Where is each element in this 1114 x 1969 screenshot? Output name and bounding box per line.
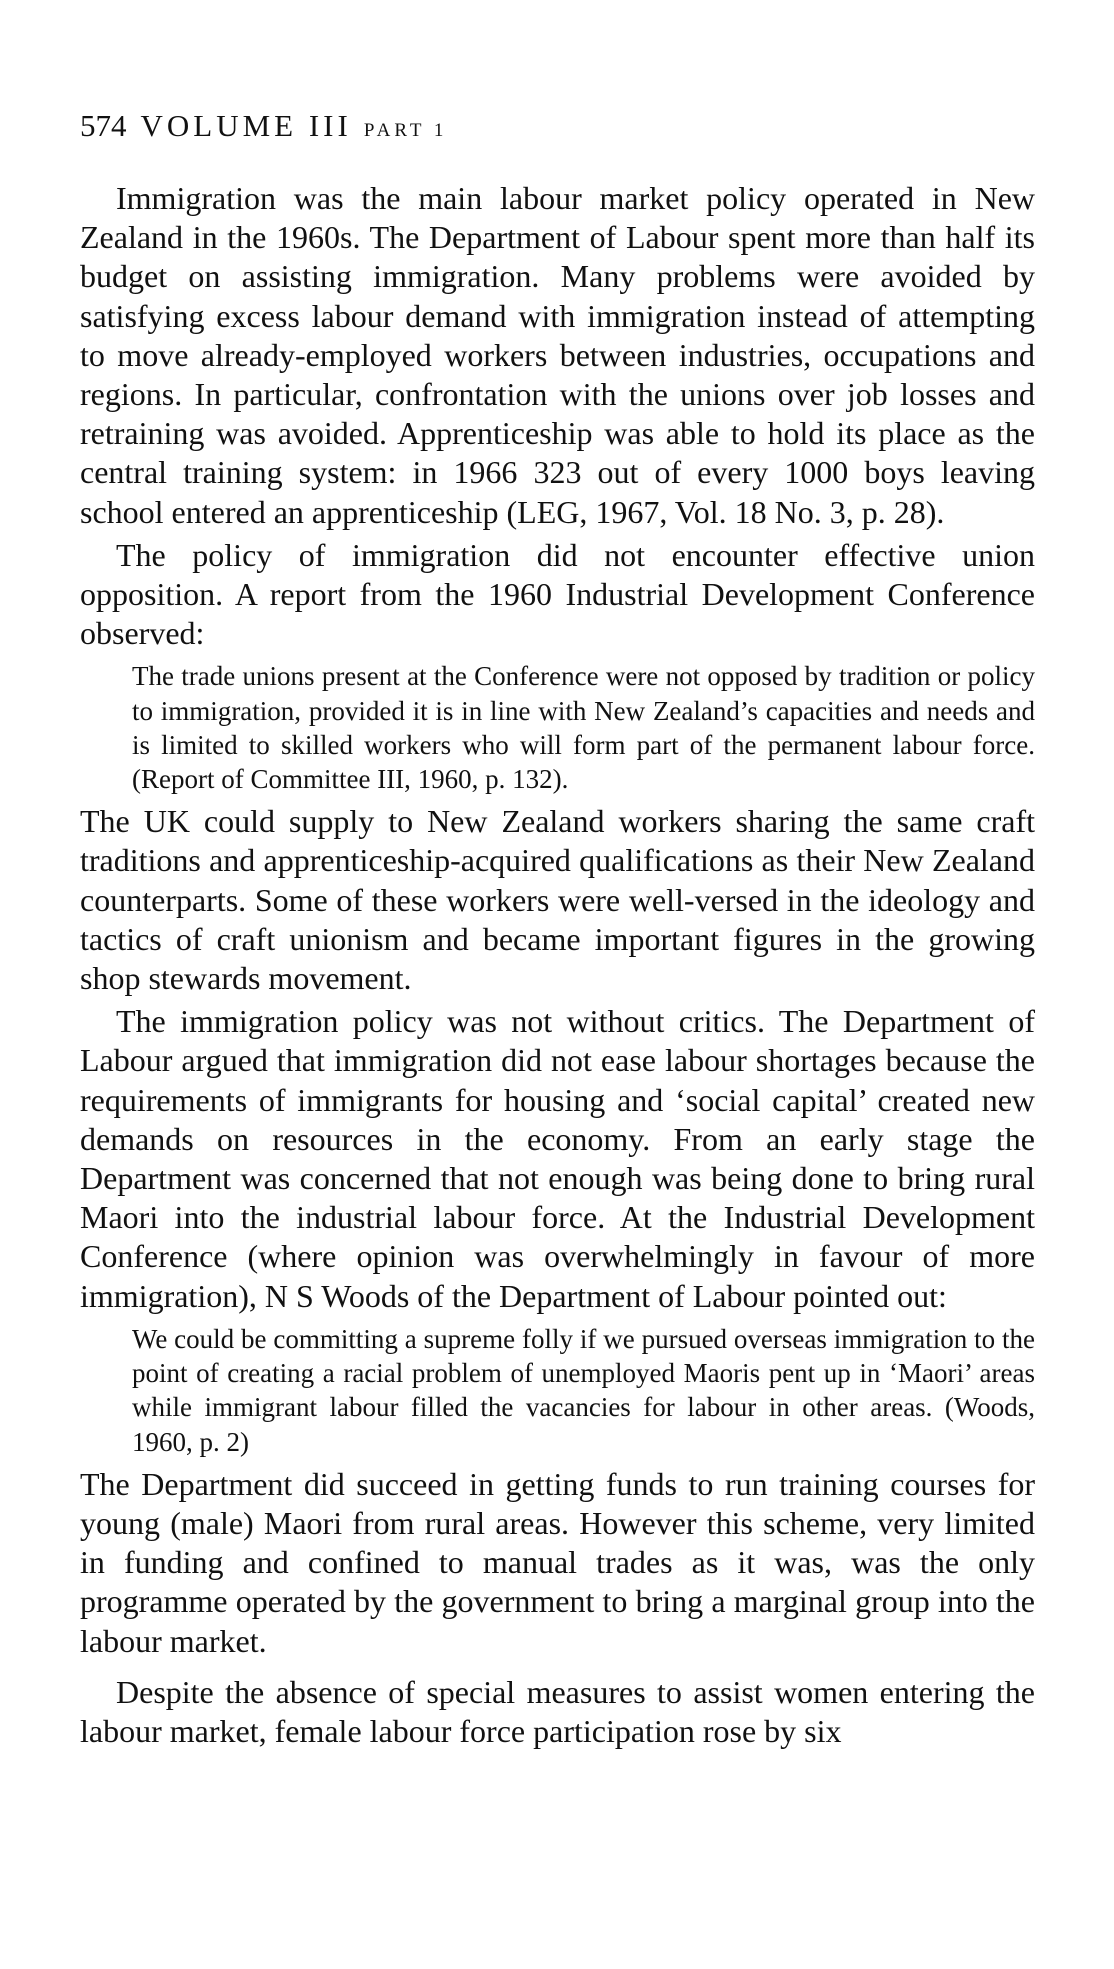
page-number: 574 — [80, 108, 127, 143]
body-paragraph: The Department did succeed in getting funds to run training courses for young (male) Maori from rural areas. However this scheme, very limited in funding and confined to manual trades as it was, was the only programme operated by the government to bring a marginal group into the labour market. — [80, 1465, 1035, 1659]
body-paragraph: The policy of immigration did not encounter effective union opposition. A report from the 1960 Industrial Development Conference observed: — [80, 536, 1035, 652]
volume-label: VOLUME III — [140, 108, 352, 143]
body-paragraph: The UK could supply to New Zealand workers sharing the same craft traditions and apprenticeship-acquired qualifications as their New Zealand counterparts. Some of these workers were well-versed in the ideology and tactics of craft unionism and became important figures in the growing shop stewards movement. — [80, 803, 1035, 997]
body-paragraph: The immigration policy was not without critics. The Department of Labour argued that immigration did not ease labour shortages because the requirements of immigrants for housing and ‘social capital’ created new demands on resources in the economy. From an early stage the Department was concerned that not enough was being done to bring rural Maori into the industrial labour force. At the Industrial Development Conference (where opinion was overwhelmingly in favour of more immigration), N S Woods of the Department of Labour pointed out: — [80, 1003, 1035, 1314]
running-head — [80, 108, 1035, 149]
book-page — [80, 108, 1035, 1751]
part-label: PART 1 — [363, 120, 448, 141]
block-quote: We could be committing a supreme folly if we pursued overseas immigration to the point of creating a racial problem of unemployed Maoris pent up in ‘Maori’ areas while immigrant labour filled the vacancies for labour in other areas. (Woods, 1960, p. 2) — [132, 1323, 1035, 1457]
body-paragraph: Despite the absence of special measures to assist women entering the labour market, female labour force participation rose by six — [80, 1673, 1035, 1749]
block-quote: The trade unions present at the Conference were not opposed by tradition or policy to immigration, provided it is in line with New Zealand’s capacities and needs and is limited to skilled workers who will form part of the permanent labour force. (Report of Committee III, 1960, p. 132). — [132, 661, 1035, 795]
body-paragraph: Immigration was the main labour market policy operated in New Zealand in the 1960s. The Department of Labour spent more than half its budget on assisting immigration. Many problems were avoided by satisfying excess labour demand with immigration instead of attempting to move already-employed workers between industries, occupations and regions. In particular, confrontation with the unions over job losses and retraining was avoided. Apprenticeship was able to hold its place as the central training system: in 1966 323 out of every 1000 boys leaving school entered an apprenticeship (LEG, 1967, Vol. 18 No. 3, p. 28). — [80, 180, 1035, 530]
